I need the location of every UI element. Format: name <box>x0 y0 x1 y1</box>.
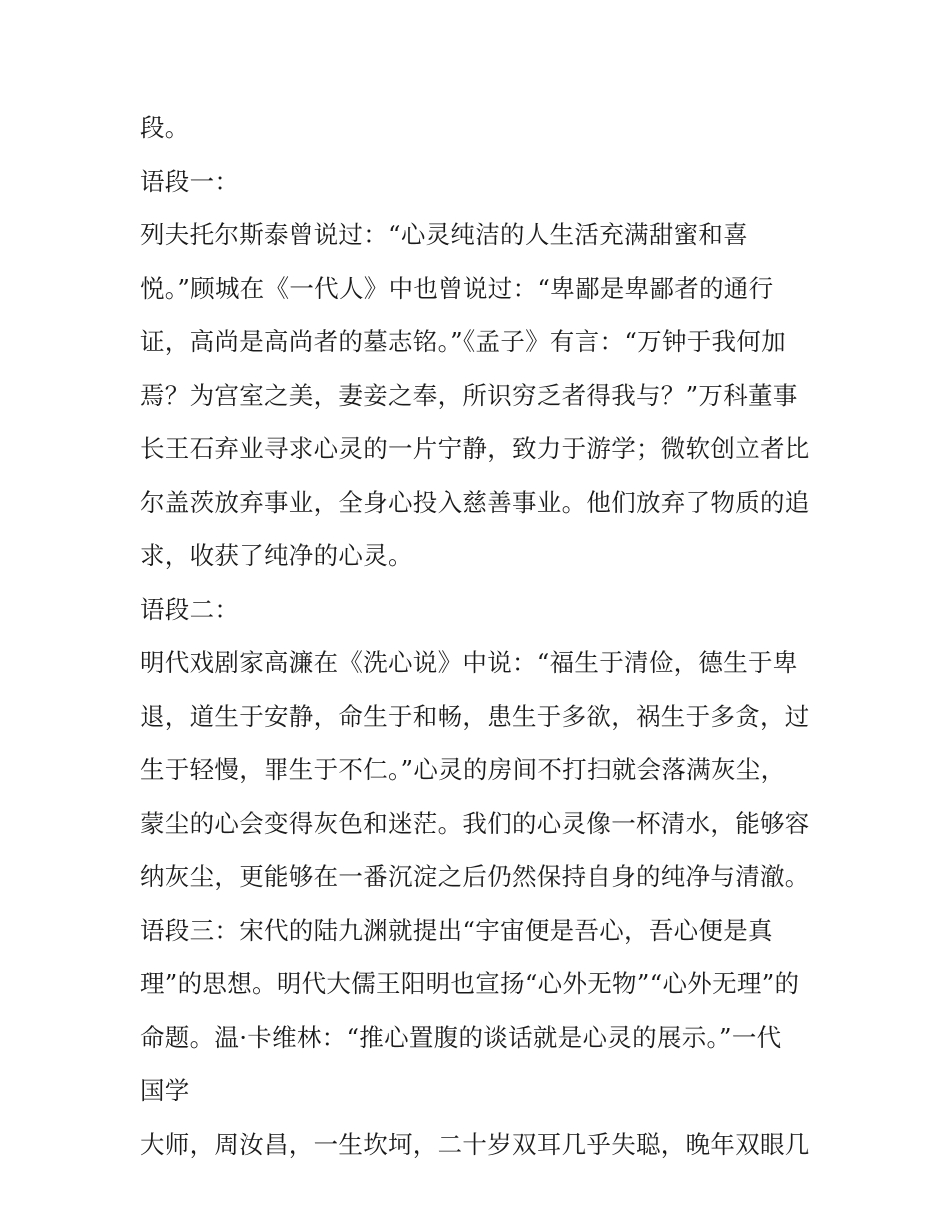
text-line: 列夫托尔斯泰曾说过：“心灵纯洁的人生活充满甜蜜和喜 <box>140 220 749 249</box>
section-heading: 语段一： <box>140 166 240 196</box>
text-line: 尔盖茨放弃事业，全身心投入慈善事业。他们放弃了物质的追 <box>140 487 810 517</box>
text-line: 退，道生于安静，命生于和畅，患生于多欲，祸生于多贪，过 <box>140 701 810 731</box>
text-line: 理”的思想。明代大儒王阳明也宣扬“心外无物”“心外无理”的 <box>140 969 800 998</box>
text-line: 焉？为宫室之美，妻妾之奉，所识穷乏者得我与？”万科董事 <box>140 380 798 410</box>
text-line: 长王石弃业寻求心灵的一片宁静，致力于游学；微软创立者比 <box>140 434 810 463</box>
text-line: 明代戏剧家高濂在《洗心说》中说：“福生于清俭，德生于卑 <box>140 648 798 677</box>
text-line: 语段三：宋代的陆九渊就提出“宇宙便是吾心，吾心便是真 <box>140 915 773 945</box>
text-line: 命题。温·卡维林：“推心置腹的谈话就是心灵的展示。”一代 <box>140 1022 782 1052</box>
text-line: 段。 <box>140 113 190 142</box>
text-line: 悦。”顾城在《一代人》中也曾说过：“卑鄙是卑鄙者的通行 <box>140 273 774 303</box>
text-line: 大师，周汝昌，一生坎坷，二十岁双耳几乎失聪，晚年双眼几 <box>140 1129 810 1159</box>
text-line: 蒙尘的心会变得灰色和迷茫。我们的心灵像一杯清水，能够容 <box>140 808 810 838</box>
section-heading: 语段二： <box>140 594 240 624</box>
text-line: 生于轻慢，罪生于不仁。”心灵的房间不打扫就会落满灰尘， <box>140 755 786 784</box>
text-line: 纳灰尘，更能够在一番沉淀之后仍然保持自身的纯净与清澈。 <box>140 862 810 891</box>
text-line: 证，高尚是高尚者的墓志铭。”《孟子》有言：“万钟于我何加 <box>140 327 786 356</box>
text-line: 国学 <box>140 1076 190 1105</box>
document-body <box>140 108 820 1178</box>
text-line: 求，收获了纯净的心灵。 <box>140 541 413 570</box>
